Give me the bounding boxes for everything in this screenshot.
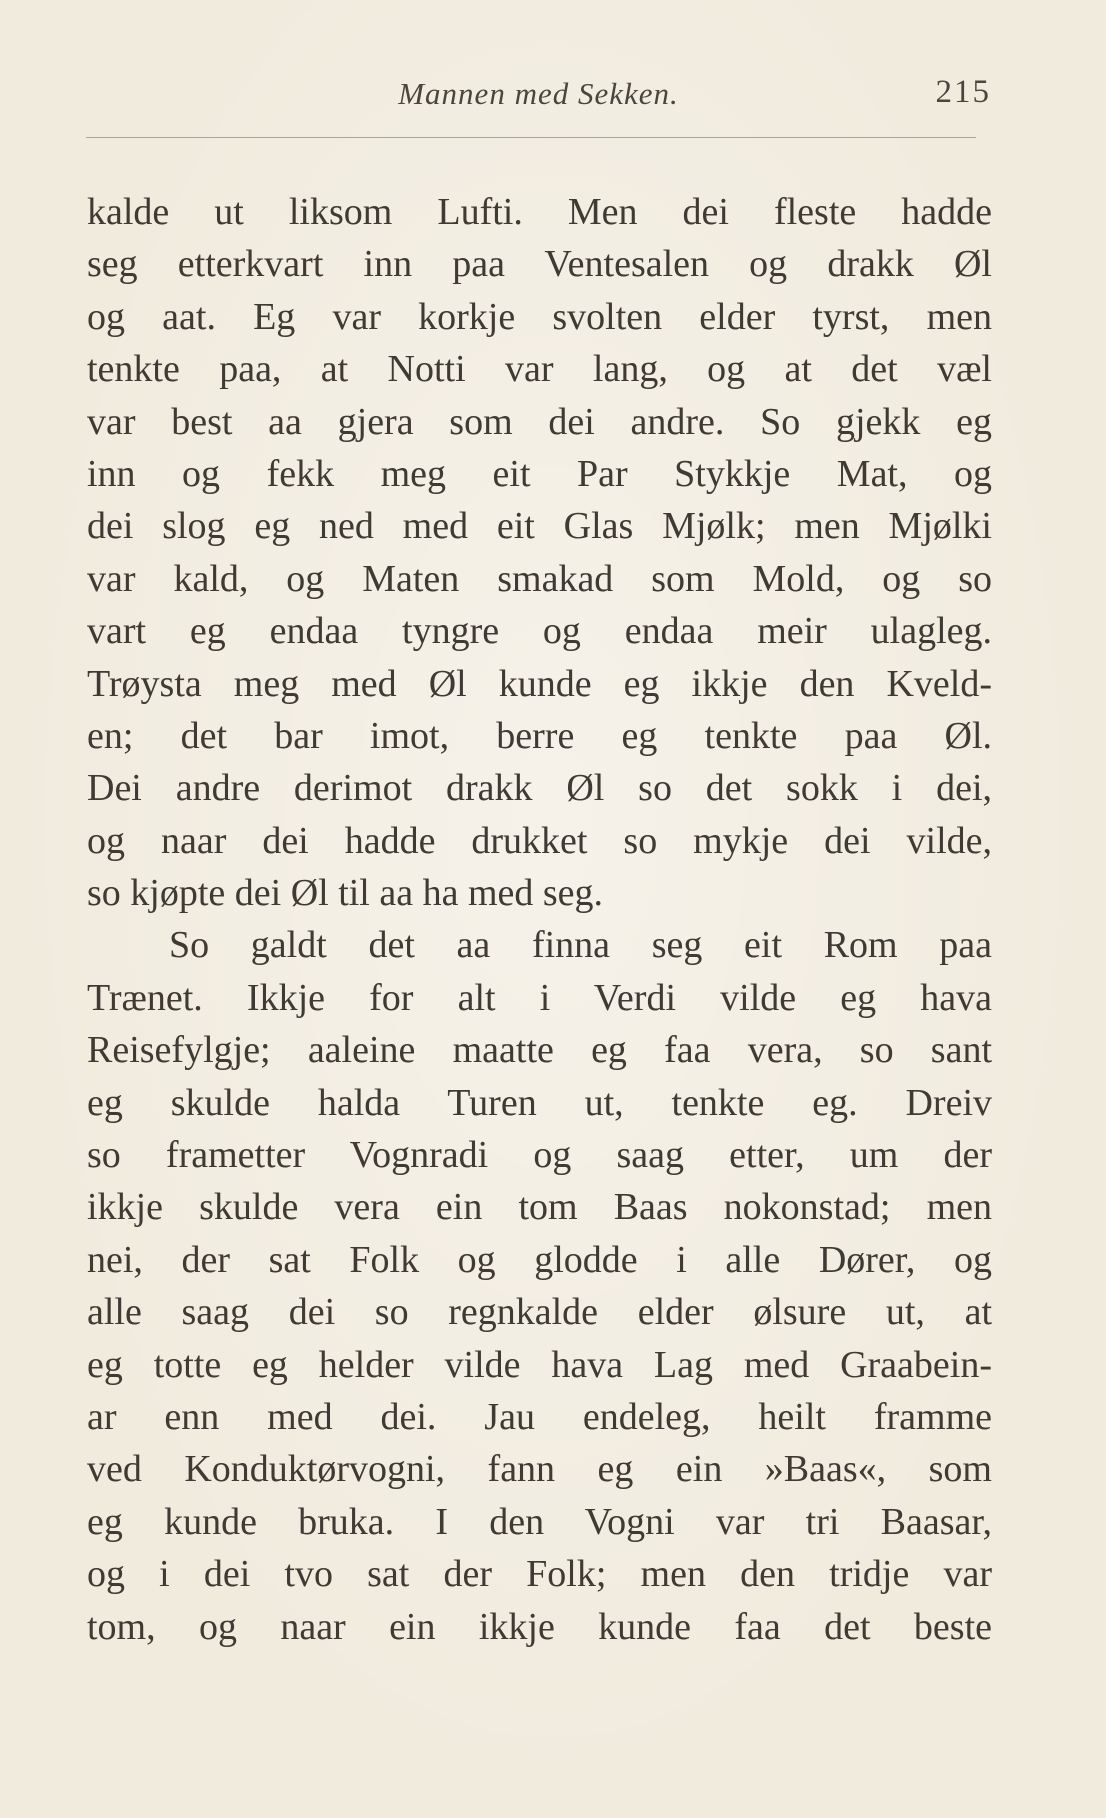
header-rule	[86, 137, 976, 138]
text-line: ikkje skulde vera ein tom Baas nokonstad; men	[87, 1186, 992, 1229]
text-line: og naar dei hadde drukket so mykje dei vilde,	[87, 819, 992, 862]
text-line: kalde ut liksom Lufti. Men dei fleste hadde	[87, 191, 992, 233]
text-line: og i dei tvo sat der Folk; men den tridje var	[87, 1553, 992, 1596]
text-line: ar enn med dei. Jau endeleg, heilt framme	[87, 1395, 992, 1438]
text-line: nei, der sat Folk og glodde i alle Dører, og	[87, 1238, 992, 1281]
text-line: Trøysta meg med Øl kunde eg ikkje den Kveld-	[87, 662, 992, 705]
text-line: var best aa gjera som dei andre. So gjekk eg	[87, 400, 992, 443]
text-line: dei slog eg ned med eit Glas Mjølk; men Mjølki	[87, 505, 992, 548]
text-line-paragraph-end: so kjøpte dei Øl til aa ha med seg.	[87, 872, 604, 915]
text-line: tenkte paa, at Notti var lang, og at det væl	[87, 348, 992, 391]
text-line: alle saag dei so regnkalde elder ølsure ut, at	[87, 1291, 992, 1334]
text-line: Dei andre derimot drakk Øl so det sokk i dei,	[87, 767, 992, 810]
text-line: vart eg endaa tyngre og endaa meir ulagleg.	[87, 610, 992, 653]
body-text	[87, 186, 992, 1653]
text-line-paragraph-start: So galdt det aa finna seg eit Rom paa	[169, 924, 992, 967]
text-line: og aat. Eg var korkje svolten elder tyrst, men	[87, 295, 992, 338]
text-line: so frametter Vognradi og saag etter, um der	[87, 1134, 992, 1177]
text-line: tom, og naar ein ikkje kunde faa det beste	[87, 1605, 992, 1648]
text-line: var kald, og Maten smakad som Mold, og so	[87, 557, 992, 600]
text-line: ved Konduktørvogni, fann eg ein »Baas«, som	[87, 1448, 992, 1491]
text-line: seg etterkvart inn paa Ventesalen og drakk Øl	[87, 243, 992, 286]
page-number: 215	[935, 74, 991, 110]
text-line: Reisefylgje; aaleine maatte eg faa vera, so sant	[87, 1029, 992, 1072]
running-title: Mannen med Sekken.	[398, 76, 679, 111]
text-line: eg totte eg helder vilde hava Lag med Graabein-	[87, 1343, 992, 1386]
text-line: inn og fekk meg eit Par Stykkje Mat, og	[87, 452, 992, 495]
text-line: eg kunde bruka. I den Vogni var tri Baasar,	[87, 1500, 992, 1543]
text-line: en; det bar imot, berre eg tenkte paa Øl.	[87, 714, 992, 757]
text-line: Trænet. Ikkje for alt i Verdi vilde eg hava	[87, 976, 992, 1019]
text-line: eg skulde halda Turen ut, tenkte eg. Dreiv	[87, 1081, 992, 1124]
running-head	[86, 72, 991, 122]
